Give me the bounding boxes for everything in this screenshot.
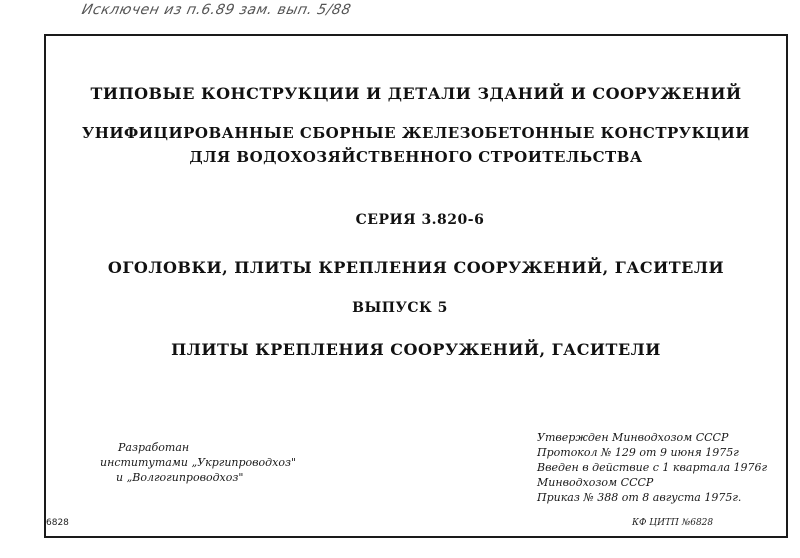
- title-line-5: ПЛИТЫ КРЕПЛЕНИЯ СООРУЖЕНИЙ, ГАСИТЕЛИ: [171, 340, 661, 359]
- document-code-left: 6828: [46, 518, 69, 528]
- title-line-3: ДЛЯ ВОДОХОЗЯЙСТВЕННОГО СТРОИТЕЛЬСТВА: [189, 148, 643, 166]
- series-label: СЕРИЯ 3.820-6: [355, 212, 485, 228]
- approved-line-5: Приказ № 388 от 8 августа 1975г.: [537, 491, 742, 504]
- approved-block: [537, 430, 767, 505]
- title-line-1: ТИПОВЫЕ КОНСТРУКЦИИ И ДЕТАЛИ ЗДАНИЙ И СООРУЖЕНИЙ: [90, 84, 742, 103]
- title-line-2: УНИФИЦИРОВАННЫЕ СБОРНЫЕ ЖЕЛЕЗОБЕТОННЫЕ КОНСТРУКЦИИ: [82, 124, 750, 142]
- approved-line-1: Утвержден Минводхозом СССР: [537, 431, 729, 444]
- developed-block: [100, 440, 296, 485]
- developed-line-1: Разработан: [118, 441, 190, 454]
- approved-line-2: Протокол № 129 от 9 июня 1975г: [537, 446, 739, 459]
- developed-line-3: и „Волгогипроводхоз": [116, 471, 244, 484]
- approved-line-4: Минводхозом СССР: [537, 476, 654, 489]
- document-code-right: КФ ЦИТП №6828: [632, 518, 714, 528]
- title-line-4: ОГОЛОВКИ, ПЛИТЫ КРЕПЛЕНИЯ СООРУЖЕНИЙ, ГАСИТЕЛИ: [107, 258, 725, 277]
- handwritten-note: Исключен из п.6.89 зам. вып. 5/88: [80, 2, 353, 18]
- developed-line-2: институтами „Укргипроводхоз": [100, 456, 297, 469]
- issue-label: ВЫПУСК 5: [352, 300, 448, 316]
- approved-line-3: Введен в действие с 1 квартала 1976г: [537, 461, 768, 474]
